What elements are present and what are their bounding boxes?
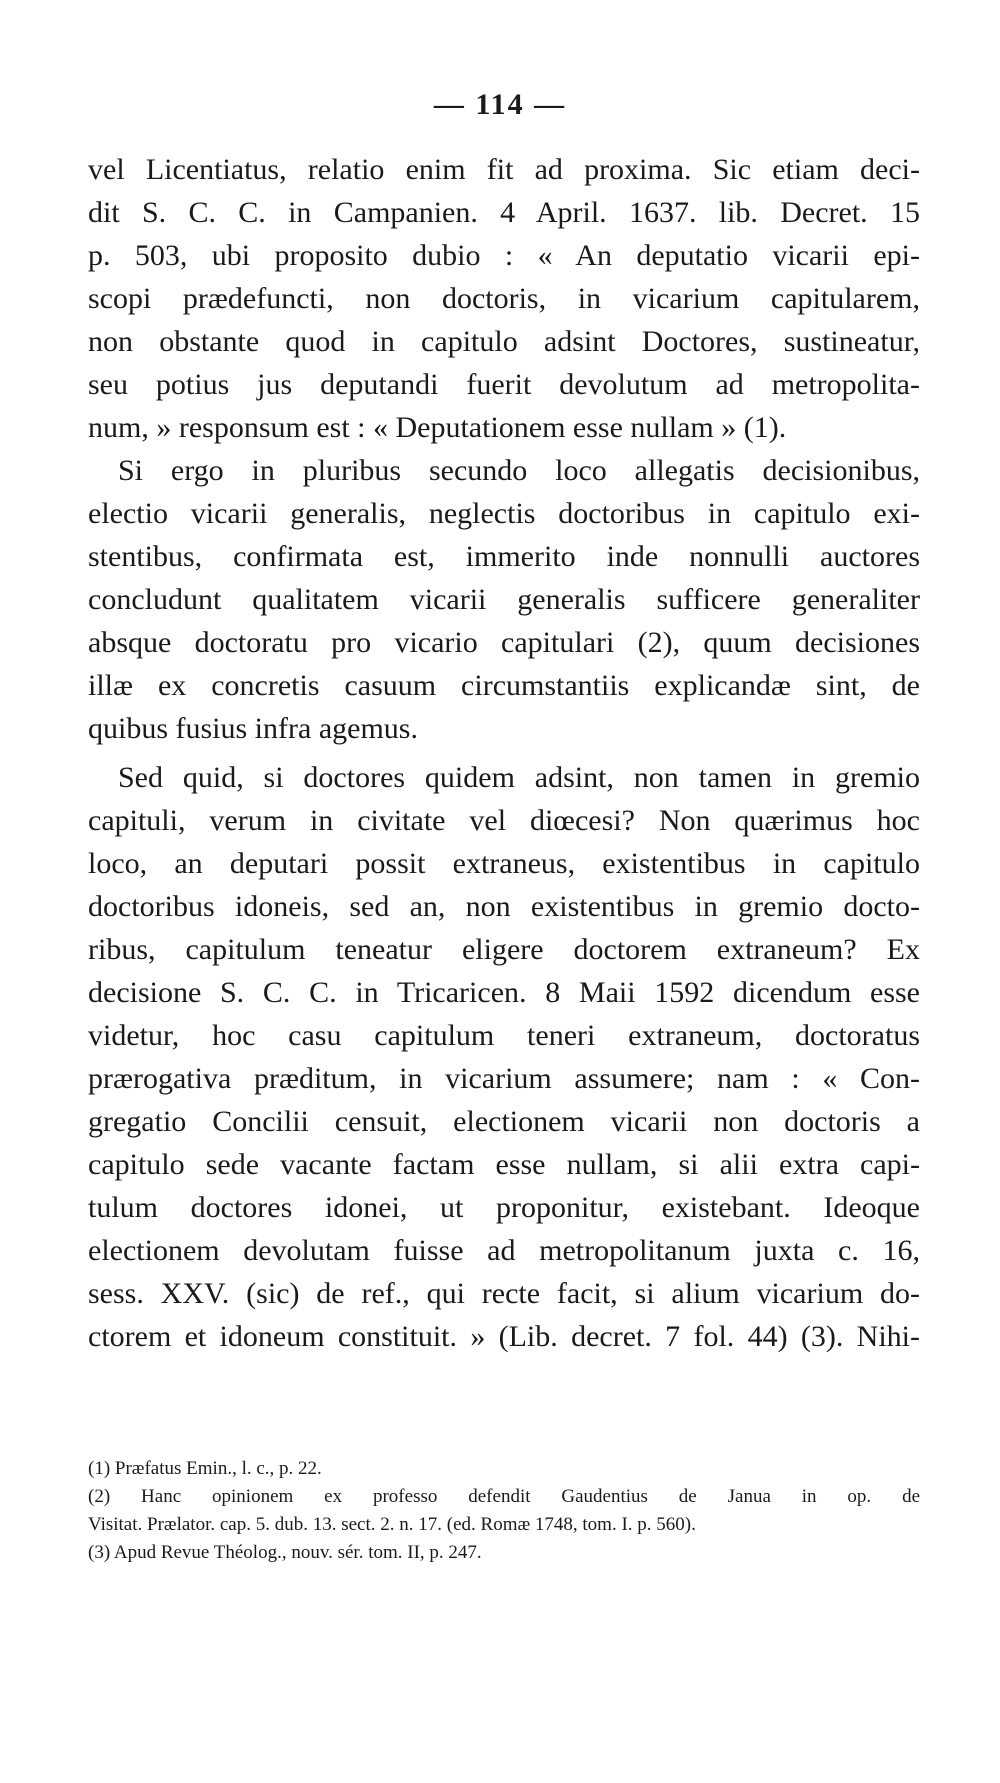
- text-line: ctorem et idoneum constituit. » (Lib. decret. 7 fol. 44) (3). Nihi-: [88, 1320, 920, 1353]
- text-line: prærogativa præditum, in vicarium assumere; nam : « Con-: [88, 1062, 920, 1095]
- text-line: num, » responsum est : « Deputationem esse nullam » (1).: [88, 411, 787, 444]
- text-line: concludunt qualitatem vicarii generalis sufficere generaliter: [88, 583, 920, 616]
- paragraph: [88, 756, 920, 1358]
- text-line: sess. XXV. (sic) de ref., qui recte facit, si alium vicarium do-: [88, 1277, 920, 1310]
- footnote-1: (1) Præfatus Emin., l. c., p. 22.: [88, 1458, 322, 1479]
- text-line: non obstante quod in capitulo adsint Doctores, sustineatur,: [88, 325, 920, 358]
- text-line: decisione S. C. C. in Tricaricen. 8 Maii 1592 dicendum esse: [88, 976, 920, 1009]
- text-line: absque doctoratu pro vicario capitulari (2), quum decisiones: [88, 626, 920, 659]
- footnote-2-continued: Visitat. Prælator. cap. 5. dub. 13. sect. 2. n. 17. (ed. Romæ 1748, tom. I. p. 560).: [88, 1514, 696, 1535]
- paragraph: [88, 148, 920, 449]
- text-line: illæ ex concretis casuum circumstantiis explicandæ sint, de: [88, 669, 920, 702]
- text-line: dit S. C. C. in Campanien. 4 April. 1637. lib. Decret. 15: [88, 196, 920, 229]
- text-line: videtur, hoc casu capitulum teneri extraneum, doctoratus: [88, 1019, 920, 1052]
- text-line: ribus, capitulum teneatur eligere doctorem extraneum? Ex: [88, 933, 920, 966]
- footnote-2: (2) Hanc opinionem ex professo defendit Gaudentius de Janua in op. de: [88, 1486, 920, 1507]
- text-line: electio vicarii generalis, neglectis doctoribus in capitulo exi-: [88, 497, 920, 530]
- page-number-header: — 114 —: [433, 88, 567, 121]
- text-line: Sed quid, si doctores quidem adsint, non tamen in gremio: [118, 761, 920, 794]
- text-line: seu potius jus deputandi fuerit devolutum ad metropolita-: [88, 368, 920, 401]
- text-line: loco, an deputari possit extraneus, existentibus in capitulo: [88, 847, 920, 880]
- text-line: stentibus, confirmata est, immerito inde nonnulli auctores: [88, 540, 920, 573]
- text-line: Si ergo in pluribus secundo loco allegatis decisionibus,: [118, 454, 920, 487]
- footnotes: [88, 1455, 920, 1567]
- text-line: electionem devolutam fuisse ad metropolitanum juxta c. 16,: [88, 1234, 920, 1267]
- text-line: vel Licentiatus, relatio enim fit ad proxima. Sic etiam deci-: [88, 153, 920, 186]
- text-line: quibus fusius infra agemus.: [88, 712, 418, 745]
- text-line: capitulo sede vacante factam esse nullam, si alii extra capi-: [88, 1148, 920, 1181]
- text-line: tulum doctores idonei, ut proponitur, existebant. Ideoque: [88, 1191, 920, 1224]
- paragraph: [88, 449, 920, 750]
- footnote-3: (3) Apud Revue Théolog., nouv. sér. tom. II, p. 247.: [88, 1542, 482, 1563]
- text-line: capituli, verum in civitate vel diœcesi? Non quærimus hoc: [88, 804, 920, 837]
- main-text: [88, 148, 920, 1358]
- text-line: doctoribus idoneis, sed an, non existentibus in gremio docto-: [88, 890, 920, 923]
- text-line: gregatio Concilii censuit, electionem vicarii non doctoris a: [88, 1105, 920, 1138]
- text-line: p. 503, ubi proposito dubio : « An deputatio vicarii epi-: [88, 239, 920, 272]
- text-line: scopi prædefuncti, non doctoris, in vicarium capitularem,: [88, 282, 920, 315]
